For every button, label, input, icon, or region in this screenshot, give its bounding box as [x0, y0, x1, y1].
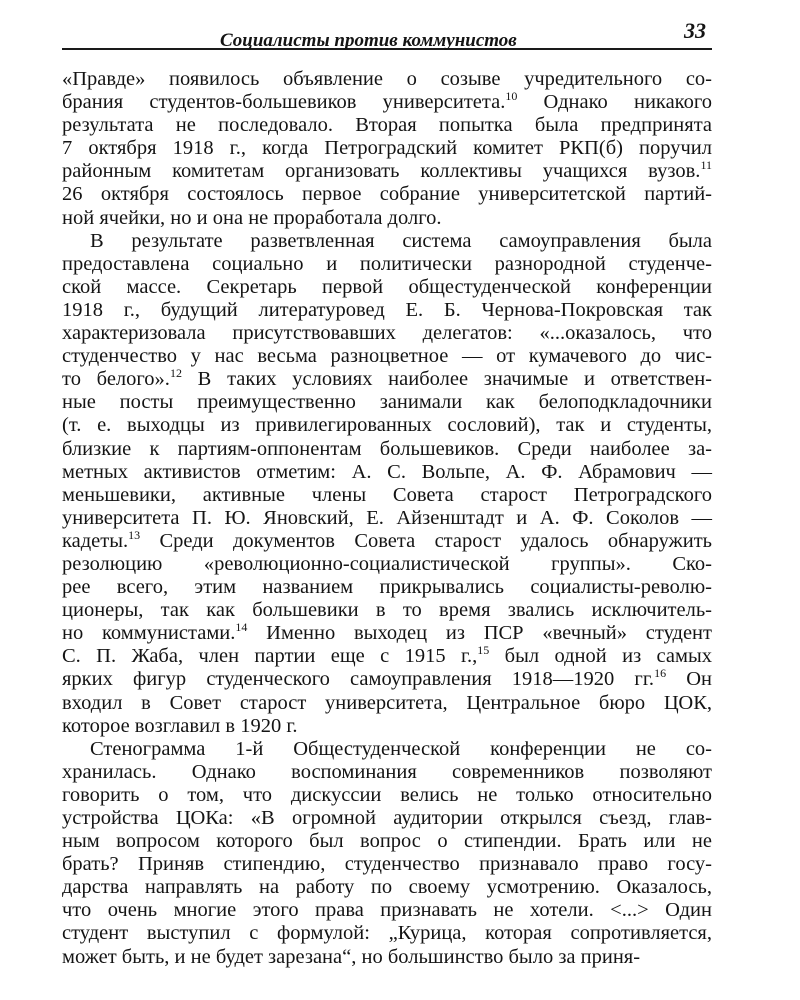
text-segment: которое возглавил в 1920 г. [62, 714, 298, 737]
footnote-ref: 13 [128, 527, 141, 542]
text-segment: Однако никакого [517, 91, 712, 114]
text-line [62, 784, 712, 807]
text-segment: характеризовала присутствовавших делегатов: «...оказалось, что [62, 322, 712, 345]
text-segment: то белого». [62, 368, 170, 391]
footnote-ref: 11 [700, 158, 712, 173]
text-segment: резолюцию «революционно-социалистической группы». Ско- [62, 552, 712, 575]
text-segment: «Правде» появилось объявление о созыве учредительного со- [62, 68, 712, 90]
running-title: Социалисты против коммунистов [220, 30, 517, 51]
text-segment: 7 октября 1918 г., когда Петроградский комитет РКП(б) поручил [62, 137, 712, 160]
text-line [62, 345, 712, 368]
text-segment: меньшевики, активные члены Совета старост Петроградского [62, 483, 712, 506]
text-segment: брать? Приняв стипендию, студенчество признавало право госу- [62, 853, 712, 876]
text-line [62, 253, 712, 276]
text-segment: ной ячейки, но и она не проработала долго. [62, 206, 442, 229]
text-line [62, 622, 712, 645]
text-line [62, 692, 712, 715]
text-segment: В таких условиях наиболее значимые и ответствен- [181, 368, 712, 391]
footnote-ref: 14 [235, 620, 248, 635]
text-segment: но коммунистами. [62, 622, 236, 645]
text-segment: студенчество у нас весьма разноцветное — от кумачевого до чис- [62, 345, 712, 368]
text-segment: 1918 г., будущий литературовед Е. Б. Чернова-Покровская так [62, 298, 712, 321]
text-segment: что очень многие этого права признавать не хотели. <...> Один [62, 899, 712, 922]
text-segment: говорить о том, что дискуссии велись не только относительно [62, 783, 712, 806]
text-line [62, 738, 712, 761]
text-line [62, 230, 712, 253]
text-segment: университета П. Ю. Яновский, Е. Айзенштадт и А. Ф. Соколов — [62, 506, 712, 529]
text-line [62, 68, 712, 91]
paragraph [62, 738, 712, 969]
text-segment: ской массе. Секретарь первой общестуденческой конференции [62, 275, 712, 298]
text-segment: был одной из самых [489, 645, 713, 668]
text-line [62, 91, 712, 114]
text-line [62, 553, 712, 576]
text-segment: близкие к партиям-оппонентам большевиков. Среди наиболее за- [62, 437, 712, 460]
text-segment: метных активистов отметим: А. С. Вольпе, А. Ф. Абрамович — [62, 460, 712, 483]
text-segment: ционеры, так как большевики в то время звались исключитель- [62, 599, 712, 622]
paragraph [62, 68, 712, 230]
text-line [62, 922, 712, 945]
text-line [62, 876, 712, 899]
text-segment: ным вопросом которого был вопрос о стипендии. Брать или не [62, 830, 712, 853]
text-line [62, 207, 712, 230]
text-line [62, 946, 712, 969]
text-line [62, 461, 712, 484]
text-line [62, 645, 712, 668]
text-line [62, 807, 712, 830]
text-segment: Стенограмма 1-й Общестуденческой конференции не со- [90, 737, 712, 760]
footnote-ref: 10 [505, 89, 518, 104]
text-line [62, 114, 712, 137]
footnote-ref: 16 [654, 666, 667, 681]
text-line [62, 368, 712, 391]
text-line [62, 599, 712, 622]
text-line [62, 761, 712, 784]
text-segment: ярких фигур студенческого самоуправления 1918—1920 гг. [62, 668, 655, 691]
text-segment: брания студентов-большевиков университета. [62, 91, 506, 114]
paragraph [62, 230, 712, 738]
text-line [62, 484, 712, 507]
text-segment: (т. е. выходцы из привилегированных сословий), так и студенты, [62, 414, 712, 437]
text-line [62, 391, 712, 414]
text-line [62, 507, 712, 530]
text-segment: 26 октября состоялось первое собрание университетской партий- [62, 183, 712, 206]
text-line [62, 899, 712, 922]
footnote-ref: 12 [169, 366, 182, 381]
text-line [62, 830, 712, 853]
text-line [62, 527, 712, 553]
text-line [62, 299, 712, 322]
text-segment: кадеты. [62, 529, 129, 552]
text-segment: хранилась. Однако воспоминания современников позволяют [62, 760, 712, 783]
text-segment: дарства направлять на работу по своему усмотрению. Оказалось, [62, 876, 712, 899]
footnote-ref: 15 [477, 643, 490, 658]
text-segment: Именно выходец из ПСР «вечный» студент [247, 622, 712, 645]
body-text [62, 68, 712, 969]
text-line [62, 668, 712, 691]
text-line [62, 438, 712, 461]
text-line [62, 160, 712, 183]
text-segment: Среди документов Совета старост удалось обнаружить [140, 529, 712, 552]
text-segment: результата не последовало. Вторая попытка была предпринята [62, 114, 712, 137]
running-header [62, 8, 712, 50]
text-line [62, 183, 712, 206]
text-segment: устройства ЦОКа: «В огромной аудитории открылся съезд, глав- [62, 807, 712, 829]
text-segment: С. П. Жаба, член партии еще с 1915 г., [62, 645, 478, 668]
text-segment: студент выступил с формулой: „Курица, которая сопротивляется, [62, 922, 712, 945]
text-line [62, 414, 712, 437]
text-line [62, 276, 712, 299]
text-segment: районным комитетам организовать коллективы учащихся вузов. [62, 160, 701, 183]
text-segment: предоставлена социально и политически разнородной студенче- [62, 252, 712, 275]
page-number: 33 [684, 18, 706, 43]
text-segment: Он [666, 668, 712, 691]
text-line [62, 322, 712, 345]
text-segment: входил в Совет старост университета, Центральное бюро ЦОК, [62, 691, 712, 714]
text-line [62, 137, 712, 160]
text-line [62, 853, 712, 876]
text-line [62, 576, 712, 599]
text-segment: ные посты преимущественно занимали как белоподкладочники [62, 391, 712, 414]
text-segment: рее всего, этим названием прикрывались социалисты-револю- [62, 576, 712, 599]
text-segment: В результате разветвленная система самоуправления была [90, 229, 712, 252]
text-segment: может быть, и не будет зарезана“, но большинство было за приня- [62, 945, 641, 968]
text-line [62, 715, 712, 738]
